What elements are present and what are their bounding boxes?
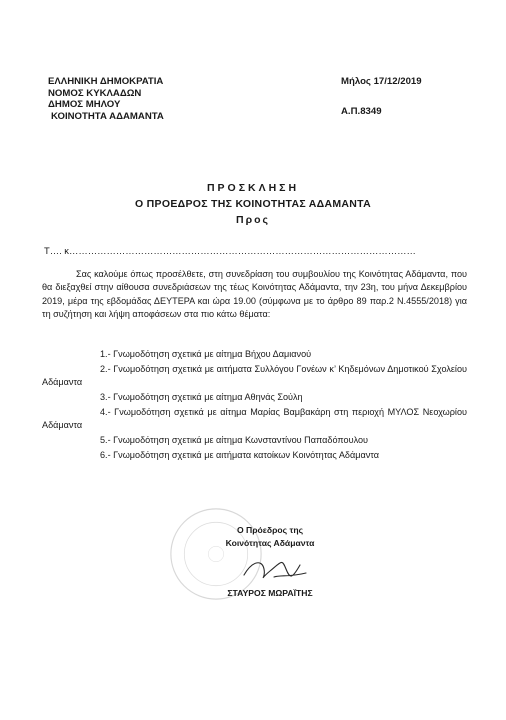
agenda-list xyxy=(42,348,467,464)
document-subtitle: Ο ΠΡΟΕΔΡΟΣ ΤΗΣ ΚΟΙΝΟΤΗΤΑΣ ΑΔΑΜΑΝΤΑ xyxy=(134,198,371,210)
agenda-item: 2.- Γνωμοδότηση σχετικά με αιτήματα Συλλόγου Γονέων κ’ Κηδεμόνων Δημοτικού Σχολείου Αδάμαντα xyxy=(42,363,467,388)
issuer-line: ΕΛΛΗΝΙΚΗ ΔΗΜΟΚΡΑΤΙΑ xyxy=(48,76,164,87)
issuer-line: ΝΟΜΟΣ ΚΥΚΛΑΔΩΝ xyxy=(48,87,142,99)
date-block xyxy=(341,76,422,117)
handwritten-signature xyxy=(240,555,310,585)
agenda-item: 1.- Γνωμοδότηση σχετικά με αίτημα Βήχου Δαμιανού xyxy=(100,349,312,359)
agenda-item: 6.- Γνωμοδότηση σχετικά με αιτήματα κατοίκων Κοινότητας Αδάμαντα xyxy=(100,449,379,460)
agenda-item: 3.- Γνωμοδότηση σχετικά με αίτημα Αθηνάς Σούλη xyxy=(100,392,303,402)
protocol-number: Α.Π.8349 xyxy=(341,105,382,117)
invitation-paragraph: Σας καλούμε όπως προσέλθετε, στη συνεδρίαση του συμβουλίου της Κοινότητας Αδάμαντα, που θα διεξαχθεί στην αίθουσα συνεδριάσεων της τέως Κοινότητας Αδάμαντα, την 23η, του μήνα Δεκεμβρίου 2019, μέρα της εβδομάδας ΔΕΥΤΕΡΑ και ώρα 19.00 (σύμφωνα με το άρθρο 89 παρ.2 Ν.4555/2018) για τη συζήτηση και λήψη αποφάσεων στα πιο κάτω θέματα: xyxy=(42,269,467,320)
addressee-heading: Προς xyxy=(236,214,270,226)
agenda-item: 5.- Γνωμοδότηση σχετικά με αίτημα Κωνσταντίνου Παπαδόπουλου xyxy=(100,435,369,445)
document-title: ΠΡΟΣΚΛΗΣΗ xyxy=(206,182,300,194)
issuer-line: ΔΗΜΟΣ ΜΗΛΟΥ xyxy=(48,99,121,111)
signatory-title: Ο Πρόεδρος της xyxy=(236,525,304,535)
document-date: Μήλος 17/12/2019 xyxy=(341,76,422,87)
issuer-block xyxy=(48,76,164,122)
agenda-item: 4.- Γνωμοδότηση σχετικά με αίτημα Μαρίας Βαμβακάρη στη περιοχή ΜΥΛΟΣ Νεοχωρίου Αδάμαντα xyxy=(42,406,467,431)
issuer-line: ΚΟΙΝΟΤΗΤΑ ΑΔΑΜΑΝΤΑ xyxy=(51,110,164,122)
signatory-name: ΣΤΑΥΡΟΣ ΜΩΡΑΪΤΗΣ xyxy=(227,588,313,598)
recipient-line: Τ…. κ………………………………………………………………………………………………… xyxy=(44,245,416,256)
signatory-office: Κοινότητας Αδάμαντα xyxy=(225,538,315,548)
